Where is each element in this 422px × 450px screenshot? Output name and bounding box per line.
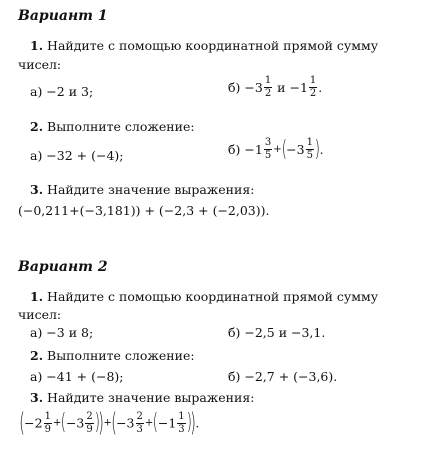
left-paren: (: [61, 410, 67, 435]
right-paren: ): [314, 136, 320, 162]
v2-t4-whole: −1: [157, 415, 177, 431]
left-paren: (: [281, 136, 287, 162]
v1-task1-b-fraction-1: [264, 76, 272, 99]
left-paren: (: [111, 408, 117, 438]
v2-task2-option-a: а) −41 + (−8);: [30, 369, 124, 384]
fraction-numerator: 2: [86, 410, 93, 422]
plus-sign: +: [52, 417, 62, 429]
plus-sign: +: [144, 417, 154, 429]
v1-task2-b-end: .: [319, 142, 324, 157]
fraction-denominator: 3: [136, 423, 143, 435]
v1-task2-b-plus: +: [273, 144, 282, 155]
v2-t3-fraction: [136, 412, 144, 435]
v2-task1-option-a: а) −3 и 8;: [30, 325, 94, 340]
v1-task1-number: 1.: [30, 38, 44, 53]
right-paren: ): [190, 408, 197, 438]
v2-task1-option-b: б) −2,5 и −3,1.: [228, 325, 326, 340]
v2-task1-text: [30, 289, 378, 304]
fraction-numerator: 3: [264, 137, 272, 148]
v1-task1-b-label: б) −3: [228, 80, 263, 95]
v2-task3-expression: [20, 410, 199, 436]
plus-sign: +: [103, 417, 112, 429]
v2-t1-whole: −2: [24, 415, 43, 431]
v1-task1-b-and: и −1: [277, 80, 308, 95]
v1-task2-number: 2.: [30, 119, 44, 134]
v2-t4-fraction: [177, 412, 185, 435]
v1-task2-b-inner: −3: [286, 142, 305, 157]
v1-task1-b-end: .: [318, 80, 323, 95]
v2-task2-prompt: Выполните сложение:: [47, 348, 195, 363]
fraction-numerator: 1: [264, 75, 272, 86]
v1-task1-text: [30, 38, 378, 53]
fraction-denominator: 9: [86, 423, 93, 435]
fraction-denominator: 5: [306, 150, 313, 161]
v1-task2-option-b: [228, 138, 324, 161]
v1-task3-expression: (−0,211+(−3,181)) + (−2,3 + (−2,03)).: [18, 203, 270, 218]
v2-task2-option-b: б) −2,7 + (−3,6).: [228, 369, 338, 384]
v1-task2-option-a: а) −32 + (−4);: [30, 148, 124, 163]
fraction-denominator: 3: [178, 423, 185, 435]
fraction-numerator: 1: [44, 410, 51, 422]
v1-task3-number: 3.: [30, 182, 44, 197]
v1-task3-prompt: Найдите значение выражения:: [47, 182, 255, 197]
v2-task2-text: [30, 348, 195, 363]
fraction-denominator: 2: [309, 88, 317, 99]
v1-task1-option-a: а) −2 и 3;: [30, 84, 94, 99]
v2-task1-prompt: Найдите с помощью координатной прямой сумму: [47, 289, 379, 304]
v2-task2-number: 2.: [30, 348, 44, 363]
left-paren: (: [152, 410, 159, 435]
fraction-denominator: 9: [44, 423, 51, 435]
v1-task3-text: [30, 182, 254, 197]
v2-task3-end: .: [195, 415, 200, 431]
fraction-numerator: 2: [136, 410, 143, 422]
v1-task1-b-fraction-2: [309, 76, 317, 99]
v2-t2-fraction: [85, 412, 93, 435]
variant-2-title: Вариант 2: [18, 259, 108, 275]
v2-task3-text: [30, 390, 254, 405]
v1-task2-prompt: Выполните сложение:: [47, 119, 195, 134]
right-paren: ): [98, 408, 105, 438]
v2-t1-fraction: [44, 412, 52, 435]
v2-task3-number: 3.: [30, 390, 44, 405]
v2-t2-whole: −3: [65, 415, 85, 431]
v1-task2-b-fraction-1: [264, 138, 272, 161]
v2-task1-text2: чисел:: [18, 307, 62, 322]
variant-1-title: Вариант 1: [18, 8, 108, 24]
v1-task1-option-b: [228, 76, 322, 99]
v2-task1-number: 1.: [30, 289, 44, 304]
left-paren: (: [19, 408, 25, 438]
v1-task2-b-label: б) −1: [228, 142, 263, 157]
v2-t3-whole: −3: [116, 415, 135, 431]
v1-task2-text: [30, 119, 195, 134]
v2-task3-prompt: Найдите значение выражения:: [47, 390, 255, 405]
v1-task2-b-fraction-2: [306, 138, 314, 161]
fraction-denominator: 5: [264, 150, 272, 161]
v1-task1-text2: чисел:: [18, 57, 62, 72]
fraction-numerator: 1: [178, 410, 185, 422]
right-paren: ): [186, 410, 192, 435]
v1-task1-prompt: Найдите с помощью координатной прямой сумму: [47, 38, 379, 53]
right-paren: ): [94, 410, 100, 435]
fraction-numerator: 1: [309, 75, 317, 86]
fraction-numerator: 1: [306, 137, 313, 148]
fraction-denominator: 2: [264, 88, 272, 99]
